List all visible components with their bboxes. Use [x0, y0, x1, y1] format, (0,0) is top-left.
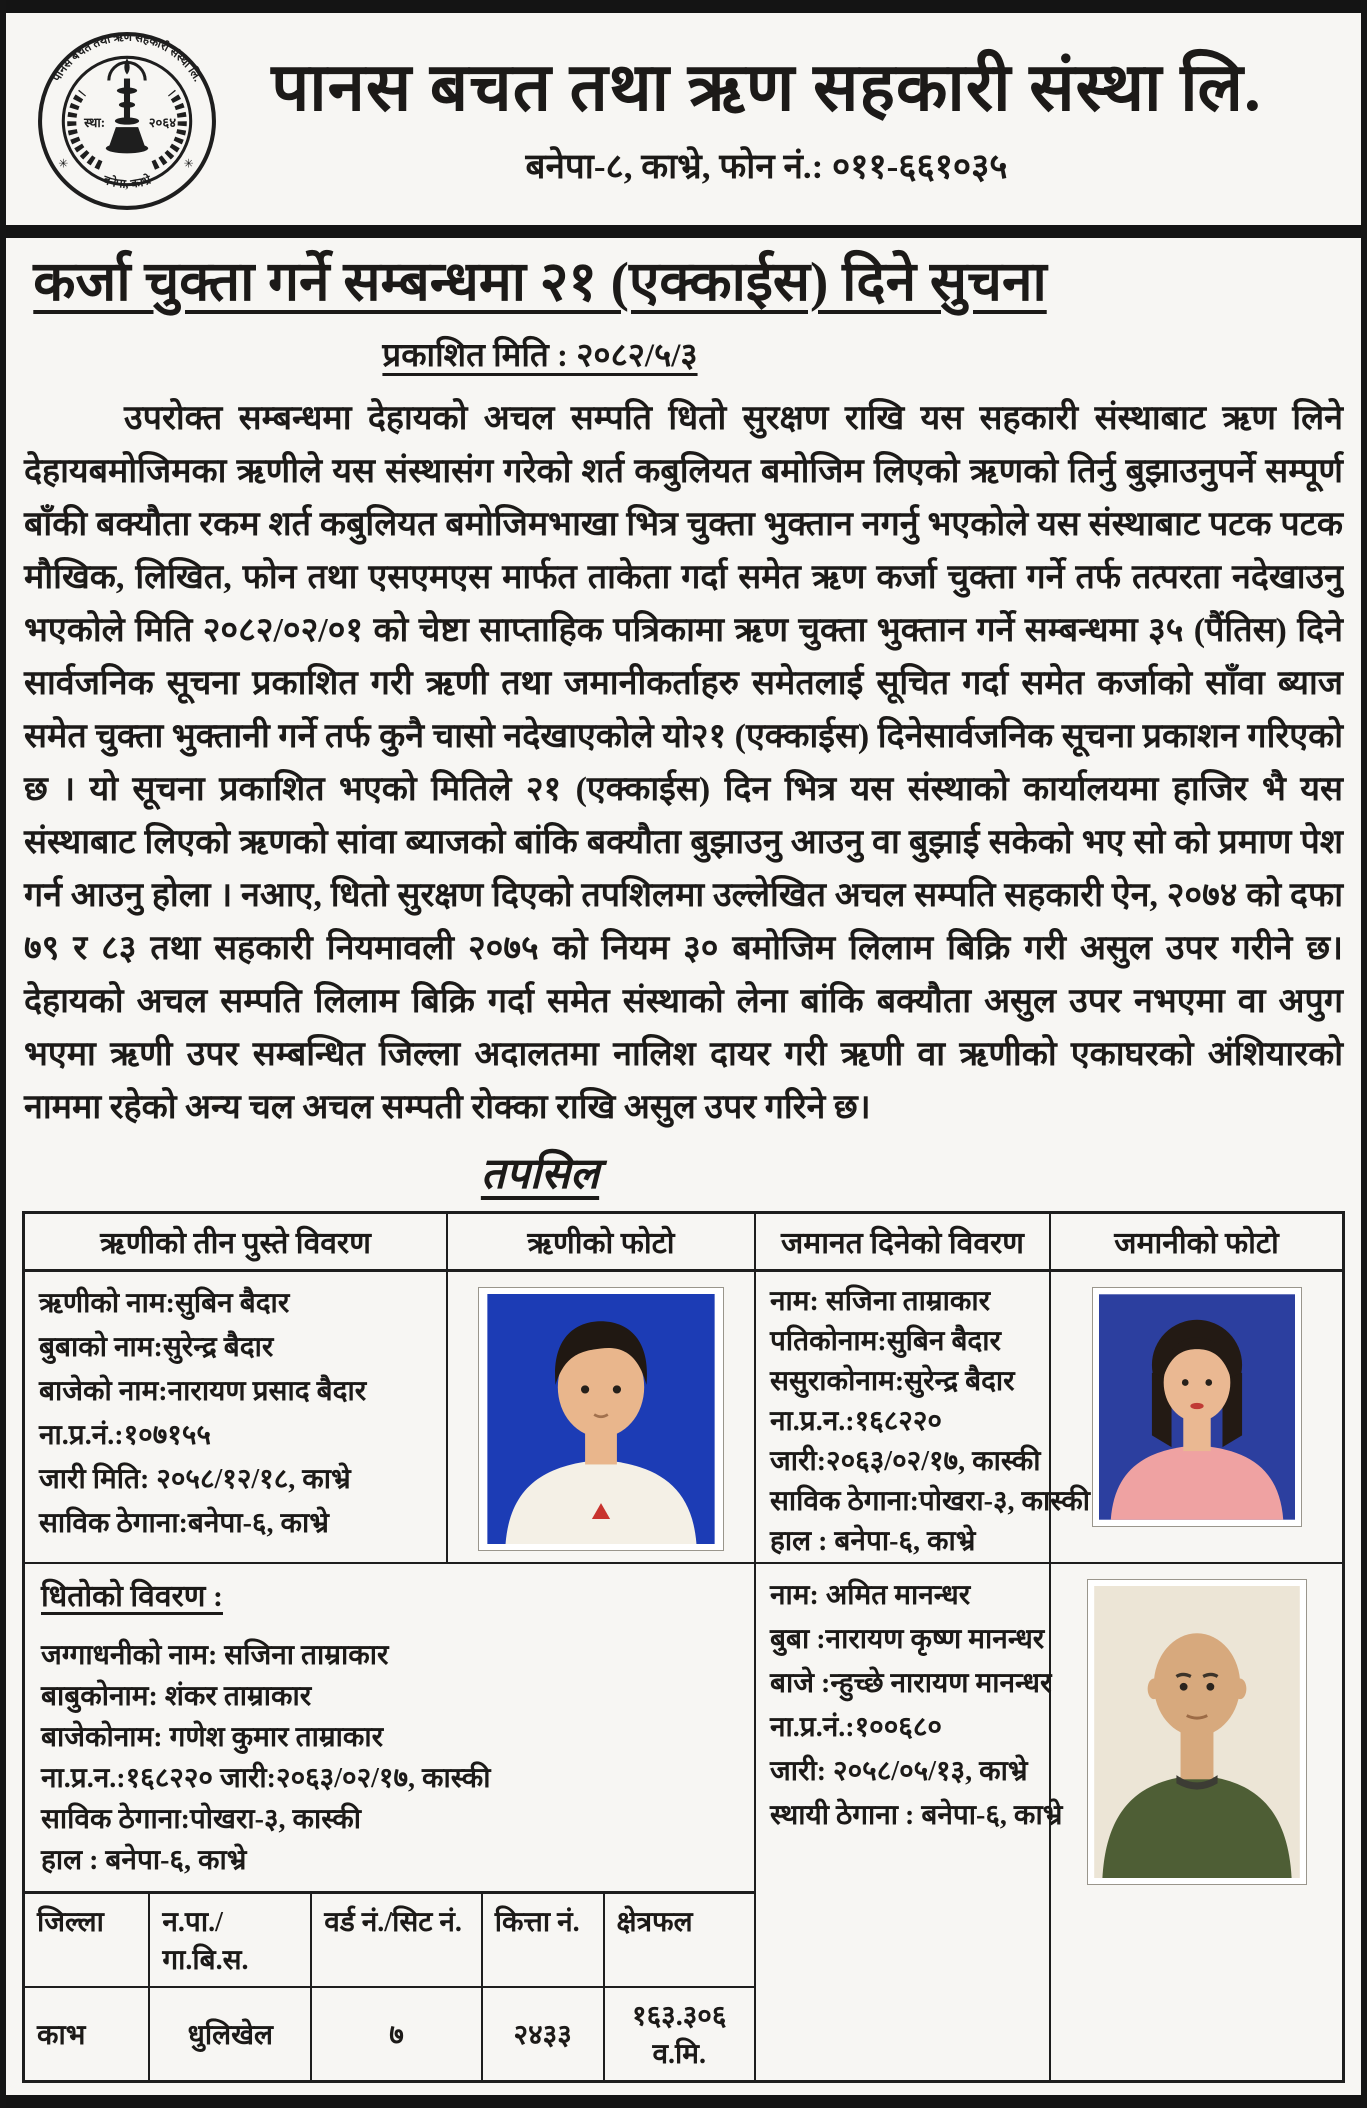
borrower-photo [479, 1288, 723, 1550]
star-icon: ✳ [58, 156, 69, 171]
detail-line: बाजे :न्हुच्छे नारायण मानन्धर [770, 1668, 1052, 1700]
tapasil-heading: तपसिल [480, 1151, 600, 1199]
org-name: पानस बचत तथा ऋण सहकारी संस्था लि. [271, 51, 1262, 126]
land-col-municipality: न.पा./गा.बि.स. [150, 1894, 312, 1988]
published-date: प्रकाशित मिति : २०८२/५/३ [382, 338, 698, 375]
borrower-details-cell [25, 1272, 448, 1564]
guarantor1-photo-cell [1051, 1272, 1342, 1564]
detail-line: ऋणीको नाम:सुबिन बैदार [39, 1288, 290, 1320]
detail-line: पतिकोनाम:सुबिन बैदार [770, 1326, 1002, 1358]
detail-line: जारी: २०५८/०५/१३, काभ्रे [770, 1756, 1028, 1788]
seal-ring-text: पानस बचत तथा ऋण सहकारी संस्था लि. [50, 30, 205, 84]
detail-line: बाजेको नाम:नारायण प्रसाद बैदार [39, 1376, 367, 1408]
detail-line: बाजेकोनाम: गणेश कुमार ताम्राकार [41, 1722, 384, 1754]
detail-line: ना.प्र.नं.:१००६८० [770, 1712, 942, 1744]
guarantor1-photo [1093, 1288, 1301, 1526]
top-border-bar [6, 0, 1361, 13]
heading-block [20, 250, 1060, 376]
guarantor2-details-cell [756, 1564, 1063, 2080]
detail-line: बाबुकोनाम: शंकर ताम्राकार [41, 1681, 312, 1713]
seal-established-label: स्था: [84, 115, 106, 131]
land-value-ward: ७ [312, 1988, 483, 2080]
mortgage-heading: धितोको विवरण : [41, 1580, 223, 1614]
detail-line: ना.प्र.न.:१६८२२० [770, 1406, 942, 1438]
masthead-text [218, 53, 1335, 188]
star-icon: ✳ [183, 156, 194, 171]
land-value-municipality: धुलिखेल [150, 1988, 312, 2080]
land-value-district: काभ [25, 1988, 150, 2080]
col-header-guarantor-photo: जमानीको फोटो [1051, 1214, 1342, 1272]
borrower-photo-cell [448, 1272, 756, 1564]
guarantor2-photo [1088, 1580, 1306, 1884]
mortgage-details-cell [25, 1564, 756, 2080]
org-address: बनेपा-८, काभ्रे, फोन नं.: ०११-६६१०३५ [525, 146, 1008, 186]
detail-line: ससुराकोनाम:सुरेन्द्र बैदार [770, 1366, 1015, 1398]
header-divider-bar [6, 225, 1361, 238]
col-header-guarantor-details: जमानत दिनेको विवरण [756, 1214, 1051, 1272]
detail-line: नाम: अमित मानन्धर [770, 1580, 971, 1612]
detail-line: हाल : बनेपा-६, काभ्रे [41, 1845, 247, 1877]
cooperative-seal-logo [36, 30, 218, 212]
detail-line: ना.प्र.नं.:१०७१५५ [39, 1420, 211, 1452]
notice-body: उपरोक्त सम्बन्धमा देहायको अचल सम्पति धितो सुरक्षण राखि यस सहकारी संस्थाबाट ऋण लिने देहायबमोजिमका ऋणीले यस संस्थासंग गरेको शर्त कबुलियत बमोजिम लिएको ऋणको तिर्नु बुझाउनुपर्ने सम्पूर्ण बाँकी बक्यौता रकम शर्त कबुलियत बमोजिमभाखा भित्र चुक्ता भुक्तान नगर्नु भएकोले यस संस्थाबाट पटक पटक मौखिक, लिखित, फोन तथा एसएमएस मार्फत ताकेता गर्दा समेत ऋण कर्जा चुक्ता गर्ने तर्फ तत्परता नदेखाउनु भएकोले मिति २०८२/०२/०१ को चेष्टा साप्ताहिक पत्रिकामा ऋण चुक्ता भुक्तान गर्ने सम्बन्धमा ३५ (पैंतिस) दिने सार्वजनिक सूचना प्रकाशित गरी ऋणी तथा जमानीकर्ताहरु समेतलाई सूचित गर्दा समेत कर्जाको साँवा ब्याज समेत चुक्ता भुक्तानी गर्ने तर्फ कुनै चासो नदेखाएकोले यो२१ (एक्काईस) दिनेसार्वजनिक सूचना प्रकाशन गरिएको छ । यो सूचना प्रकाशित भएको मितिले २१ (एक्काईस) दिन भित्र यस संस्थाको कार्यालयमा हाजिर भै यस संस्थाबाट लिएको ऋणको सांवा ब्याजको बांकि बक्यौता बुझाउनु आउनु वा बुझाई सकेको भए सो को प्रमाण पेश गर्न आउनु होला । नआए, धितो सुरक्षण दिएको तपशिलमा उल्लेखित अचल सम्पति सहकारी ऐन, २०७४ को दफा ७९ र ८३ तथा सहकारी नियमावली २०७५ को नियम ३० बमोजिम लिलाम बिक्रि गरी असुल उपर गरीने छ। देहायको अचल सम्पति लिलाम बिक्रि गर्दा समेत संस्थाको लेना बांकि बक्यौता असुल उपर नभएमा वा अपुग भएमा ऋणी उपर सम्बन्धित जिल्ला अदालतमा नालिश दायर गरी ऋणी वा ऋणीको एकाघरको अंशियारको नाममा रहेको अन्य चल अचल सम्पती रोक्का राखि असुल उपर गरिने छ। [24, 400, 1343, 1127]
seal-bottom-text: बनेपा, काभ्रे [101, 172, 153, 191]
detail-line: जारी:२०६३/०२/१७, कास्की [770, 1446, 1041, 1478]
col-header-borrower-photo: ऋणीको फोटो [448, 1214, 756, 1272]
col-header-borrower-details: ऋणीको तीन पुस्ते विवरण [25, 1214, 448, 1272]
detail-line: नाम: सजिना ताम्राकार [770, 1286, 991, 1318]
guarantor2-photo-cell [1051, 1564, 1342, 2080]
bottom-border-bar [6, 2095, 1361, 2108]
detail-line: ना.प्र.न.:१६८२२० जारी:२०६३/०२/१७, कास्की [41, 1763, 491, 1795]
detail-line: हाल : बनेपा-६, काभ्रे [770, 1526, 976, 1558]
notice-title: कर्जा चुक्ता गर्ने सम्बन्धमा २१ (एक्काईस) दिने सुचना [33, 251, 1047, 312]
land-col-ward: वर्ड नं./सिट नं. [312, 1894, 483, 1988]
land-table [25, 1891, 754, 2080]
detail-line: जग्गाधनीको नाम: सजिना ताम्राकार [41, 1640, 389, 1672]
notice-content [6, 238, 1361, 2095]
detail-line: साविक ठेगाना:पोखरा-३, कास्की [770, 1486, 1090, 1518]
guarantor1-details-cell [756, 1272, 1090, 1564]
details-table [22, 1211, 1345, 2083]
land-col-area: क्षेत्रफल [605, 1894, 754, 1988]
land-value-plot-no: २४३३ [483, 1988, 605, 2080]
detail-line: बुबा :नारायण कृष्ण मानन्धर [770, 1624, 1045, 1656]
detail-line: जारी मिति: २०५८/१२/१८, काभ्रे [39, 1464, 351, 1496]
land-col-district: जिल्ला [25, 1894, 150, 1988]
detail-line: स्थायी ठेगाना : बनेपा-६, काभ्रे [770, 1800, 1063, 1832]
detail-line: साविक ठेगाना:पोखरा-३, कास्की [41, 1804, 361, 1836]
land-value-area: १६३.३०६ व.मि. [632, 2001, 727, 2071]
detail-line: साविक ठेगाना:बनेपा-६, काभ्रे [39, 1508, 329, 1540]
mortgage-details [25, 1564, 754, 1891]
land-col-plot-no: कित्ता नं. [483, 1894, 605, 1988]
masthead [6, 13, 1361, 225]
detail-line: बुबाको नाम:सुरेन्द्र बैदार [39, 1332, 274, 1364]
seal-established-year: २०६४ [148, 115, 177, 131]
